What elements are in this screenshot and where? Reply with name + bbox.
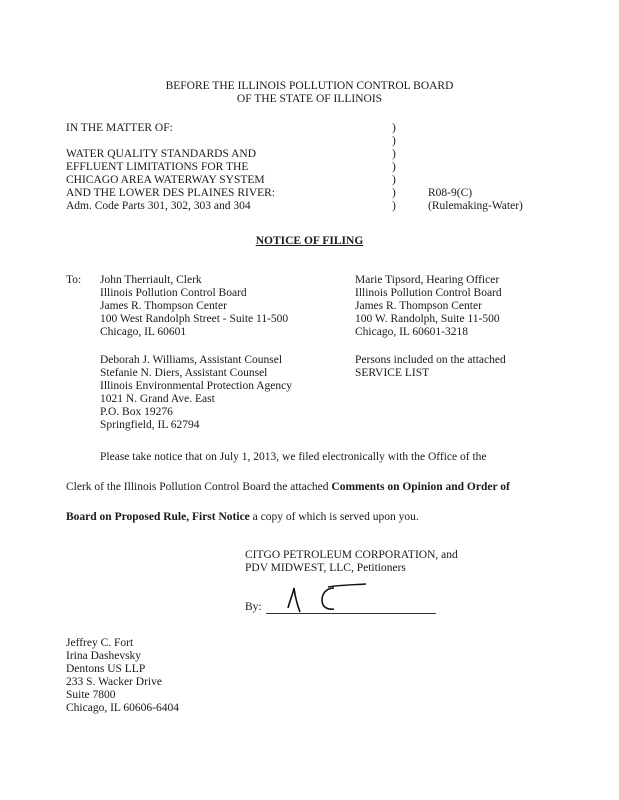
- body-line-2: [66, 481, 510, 494]
- counsel-line: Suite 7800: [66, 689, 116, 701]
- counsel-line: Dentons US LLP: [66, 663, 146, 675]
- counsel-line: Jeffrey C. Fort: [66, 637, 134, 649]
- paren: ): [392, 135, 396, 147]
- address-line: James R. Thompson Center: [100, 300, 227, 312]
- address-line: 1021 N. Grand Ave. East: [100, 393, 215, 405]
- address-line: P.O. Box 19276: [100, 406, 173, 418]
- case-number: R08-9(C): [428, 187, 473, 199]
- caption-parens: [392, 122, 396, 213]
- body-text: a copy of which is served upon you.: [249, 511, 419, 523]
- paren: ): [392, 122, 396, 134]
- address-line: Chicago, IL 60601: [100, 326, 187, 338]
- address-line: 100 W. Randolph, Suite 11-500: [355, 313, 500, 325]
- address-line: Deborah J. Williams, Assistant Counsel: [100, 354, 283, 366]
- by-label: By:: [245, 601, 262, 613]
- header-line-2: OF THE STATE OF ILLINOIS: [236, 93, 383, 105]
- header-line-1: BEFORE THE ILLINOIS POLLUTION CONTROL BOARD: [165, 80, 454, 92]
- paren: ): [392, 174, 396, 186]
- caption-line: EFFLUENT LIMITATIONS FOR THE: [66, 161, 249, 173]
- address-line: John Therriault, Clerk: [100, 274, 202, 286]
- paren: ): [392, 200, 396, 212]
- paren: ): [392, 187, 396, 199]
- signature-icon: [280, 582, 370, 616]
- matter-label: IN THE MATTER OF:: [66, 122, 173, 134]
- caption-block: [66, 122, 275, 213]
- address-line: Illinois Pollution Control Board: [100, 287, 247, 299]
- address-line: Stefanie N. Diers, Assistant Counsel: [100, 367, 268, 379]
- paren: ): [392, 148, 396, 160]
- counsel-line: Irina Dashevsky: [66, 650, 142, 662]
- to-label: To:: [66, 274, 82, 286]
- recipient-service-list: [355, 354, 506, 380]
- address-line: James R. Thompson Center: [355, 300, 482, 312]
- paren: ): [392, 161, 396, 173]
- address-line: Marie Tipsord, Hearing Officer: [355, 274, 500, 286]
- recipient-clerk: [100, 274, 288, 339]
- document-reference: Board on Proposed Rule, First Notice: [66, 511, 250, 523]
- body-line-3: [66, 511, 419, 524]
- counsel-line: 233 S. Wacker Drive: [66, 676, 162, 688]
- signatory-line-2: PDV MIDWEST, LLC, Petitioners: [245, 562, 406, 574]
- counsel-line: Chicago, IL 60606-6404: [66, 702, 179, 714]
- document-reference: Comments on Opinion and Order of: [331, 481, 510, 493]
- address-line: 100 West Randolph Street - Suite 11-500: [100, 313, 289, 325]
- counsel-block: [66, 637, 179, 715]
- address-line: Chicago, IL 60601-3218: [355, 326, 468, 338]
- address-line: Persons included on the attached: [355, 354, 506, 366]
- signatory-line-1: CITGO PETROLEUM CORPORATION, and: [245, 549, 458, 561]
- address-line: Springfield, IL 62794: [100, 419, 200, 431]
- case-type: (Rulemaking-Water): [428, 200, 523, 212]
- caption-line: Adm. Code Parts 301, 302, 303 and 304: [66, 200, 251, 212]
- body-line-1: Please take notice that on July 1, 2013, we filed electronically with the Office of the: [100, 451, 487, 463]
- recipient-hearing-officer: [355, 274, 502, 339]
- caption-line: AND THE LOWER DES PLAINES RIVER:: [66, 187, 276, 199]
- caption-line: WATER QUALITY STANDARDS AND: [66, 148, 256, 160]
- address-line: Illinois Environmental Protection Agency: [100, 380, 292, 392]
- caption-line: CHICAGO AREA WATERWAY SYSTEM: [66, 174, 265, 186]
- address-line: SERVICE LIST: [355, 367, 430, 379]
- case-info: [428, 187, 523, 213]
- body-text: Clerk of the Illinois Pollution Control Board the attached: [66, 481, 332, 493]
- board-header: [0, 80, 619, 106]
- document-title: NOTICE OF FILING: [255, 235, 364, 247]
- address-line: Illinois Pollution Control Board: [355, 287, 502, 299]
- recipient-iepa: [100, 354, 292, 432]
- signatory-block: [245, 549, 458, 575]
